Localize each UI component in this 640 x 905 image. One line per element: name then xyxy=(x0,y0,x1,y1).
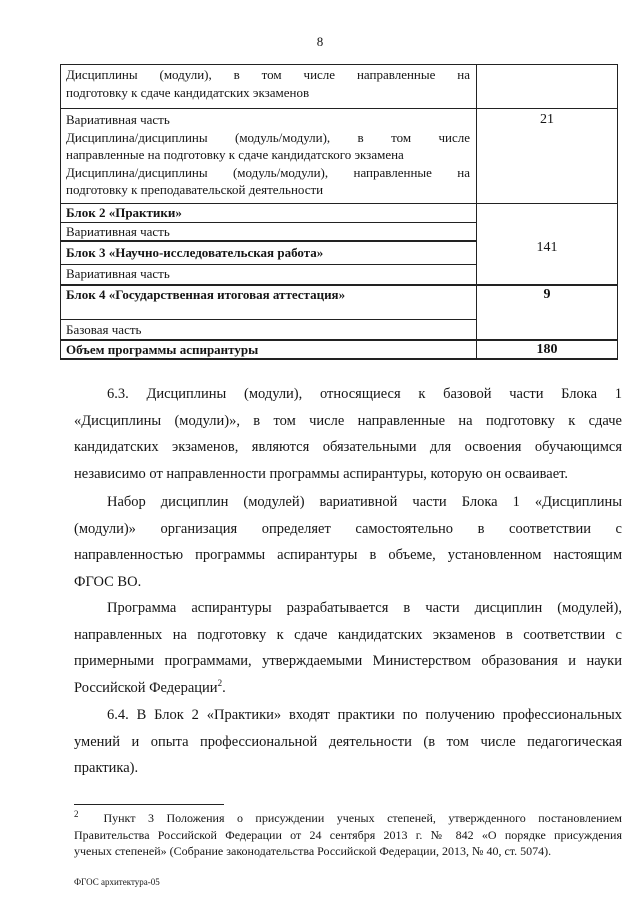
table-cell-text: Дисциплина/дисциплины (модуль/модули), в том числе xyxy=(66,129,470,145)
footnote-separator xyxy=(74,804,224,805)
paragraph-text: Российской Федерации xyxy=(74,679,218,696)
table-cell-text: Дисциплина/дисциплины (модуль/модули), направленные на xyxy=(66,164,470,180)
table-row-total: Объем программы аспирантуры xyxy=(66,342,259,357)
paragraph-line: 6.4. В Блок 2 «Практики» входят практики по получению профессиональных xyxy=(107,707,622,723)
footnote-line: ученых степеней» (Собрание законодательства Российской Федерации, 2013, № 40, ст. 5074). xyxy=(74,844,552,858)
paragraph-line: независимо от направленности программы аспирантуры, которую он осваивает. xyxy=(74,465,569,482)
table-cell-text: подготовку к сдаче кандидатских экзаменов xyxy=(66,84,310,100)
table-cell-text: направленные на подготовку к сдаче кандидатского экзамена xyxy=(66,147,404,162)
footnote-reference[interactable]: 2 xyxy=(217,677,223,688)
paragraph-program-development xyxy=(74,595,622,701)
table-row-block-2: Блок 2 «Практики» xyxy=(66,205,182,220)
table-cell-text: Дисциплины (модули), в том числе направленные на xyxy=(66,67,470,82)
table-row-block-4-part: Базовая часть xyxy=(66,322,142,337)
paragraph-line: умений и опыта профессиональной деятельности (в том числе педагогическая xyxy=(74,733,622,750)
paragraph-line: практика). xyxy=(74,760,139,776)
paragraph-line: «Дисциплины (модули)», в том числе направленные на подготовку к сдаче xyxy=(74,412,622,429)
table-subrow-divider xyxy=(60,319,477,320)
footnote-text: Пункт 3 Положения о присуждении ученых степеней, утвержденного постановлением xyxy=(103,811,622,825)
paragraph-variable-part xyxy=(74,489,622,595)
table-border-top xyxy=(60,64,618,65)
paragraph-line: Программа аспирантуры разрабатывается в части дисциплин (модулей), xyxy=(107,600,622,616)
paragraph-text: . xyxy=(222,679,226,696)
paragraph-line: (модули)» организация определяет самостоятельно в соответствии с xyxy=(74,520,622,537)
paragraph-line: ФГОС ВО. xyxy=(74,573,142,590)
table-row-divider xyxy=(60,108,618,109)
paragraph-6-4 xyxy=(74,702,622,782)
table-row-block-3: Блок 3 «Научно-исследовательская работа» xyxy=(66,245,324,260)
page-number: 8 xyxy=(316,34,324,49)
table-value-total: 180 xyxy=(536,342,558,357)
page-footer: ФГОС архитектура-05 xyxy=(74,877,160,887)
table-row-variable-part xyxy=(66,111,470,199)
paragraph-line: Набор дисциплин (модулей) вариативной части Блока 1 «Дисциплины xyxy=(107,494,622,510)
table-row-disciplines xyxy=(66,66,470,101)
footnote-line: Правительства Российской Федерации от 24 сентября 2013 г. № 842 «О порядке присуждения xyxy=(74,827,622,842)
footnote-line xyxy=(74,810,622,827)
table-value-21: 21 xyxy=(540,112,554,127)
table-value-9: 9 xyxy=(543,287,551,302)
footnote xyxy=(74,810,622,860)
paragraph-6-3 xyxy=(74,381,622,487)
table-row-block-3-part: Вариативная часть xyxy=(66,266,170,281)
table-row-block-2-part: Вариативная часть xyxy=(66,224,170,239)
table-cell-text: подготовку к преподавательской деятельности xyxy=(66,182,324,197)
paragraph-line: направленностью программы аспирантуры в объеме, установленном настоящим xyxy=(74,547,622,563)
curriculum-table xyxy=(60,64,618,359)
paragraph-line: 6.3. Дисциплины (модули), относящиеся к базовой части Блока 1 xyxy=(107,386,622,402)
footnote-mark: 2 xyxy=(74,809,79,819)
paragraph-line: примерными программами, утверждаемыми Министерством образования и науки xyxy=(74,653,622,669)
paragraph-line: направленных на подготовку к сдаче кандидатских экзаменов в соответствии с xyxy=(74,626,622,643)
table-value-141: 141 xyxy=(536,240,558,255)
table-row-block-4: Блок 4 «Государственная итоговая аттестация» xyxy=(66,287,346,302)
paragraph-line xyxy=(74,675,622,702)
paragraph-line: кандидатских экзаменов, являются обязательными для освоения обучающимся xyxy=(74,439,622,455)
table-cell-text: Вариативная часть xyxy=(66,112,170,127)
